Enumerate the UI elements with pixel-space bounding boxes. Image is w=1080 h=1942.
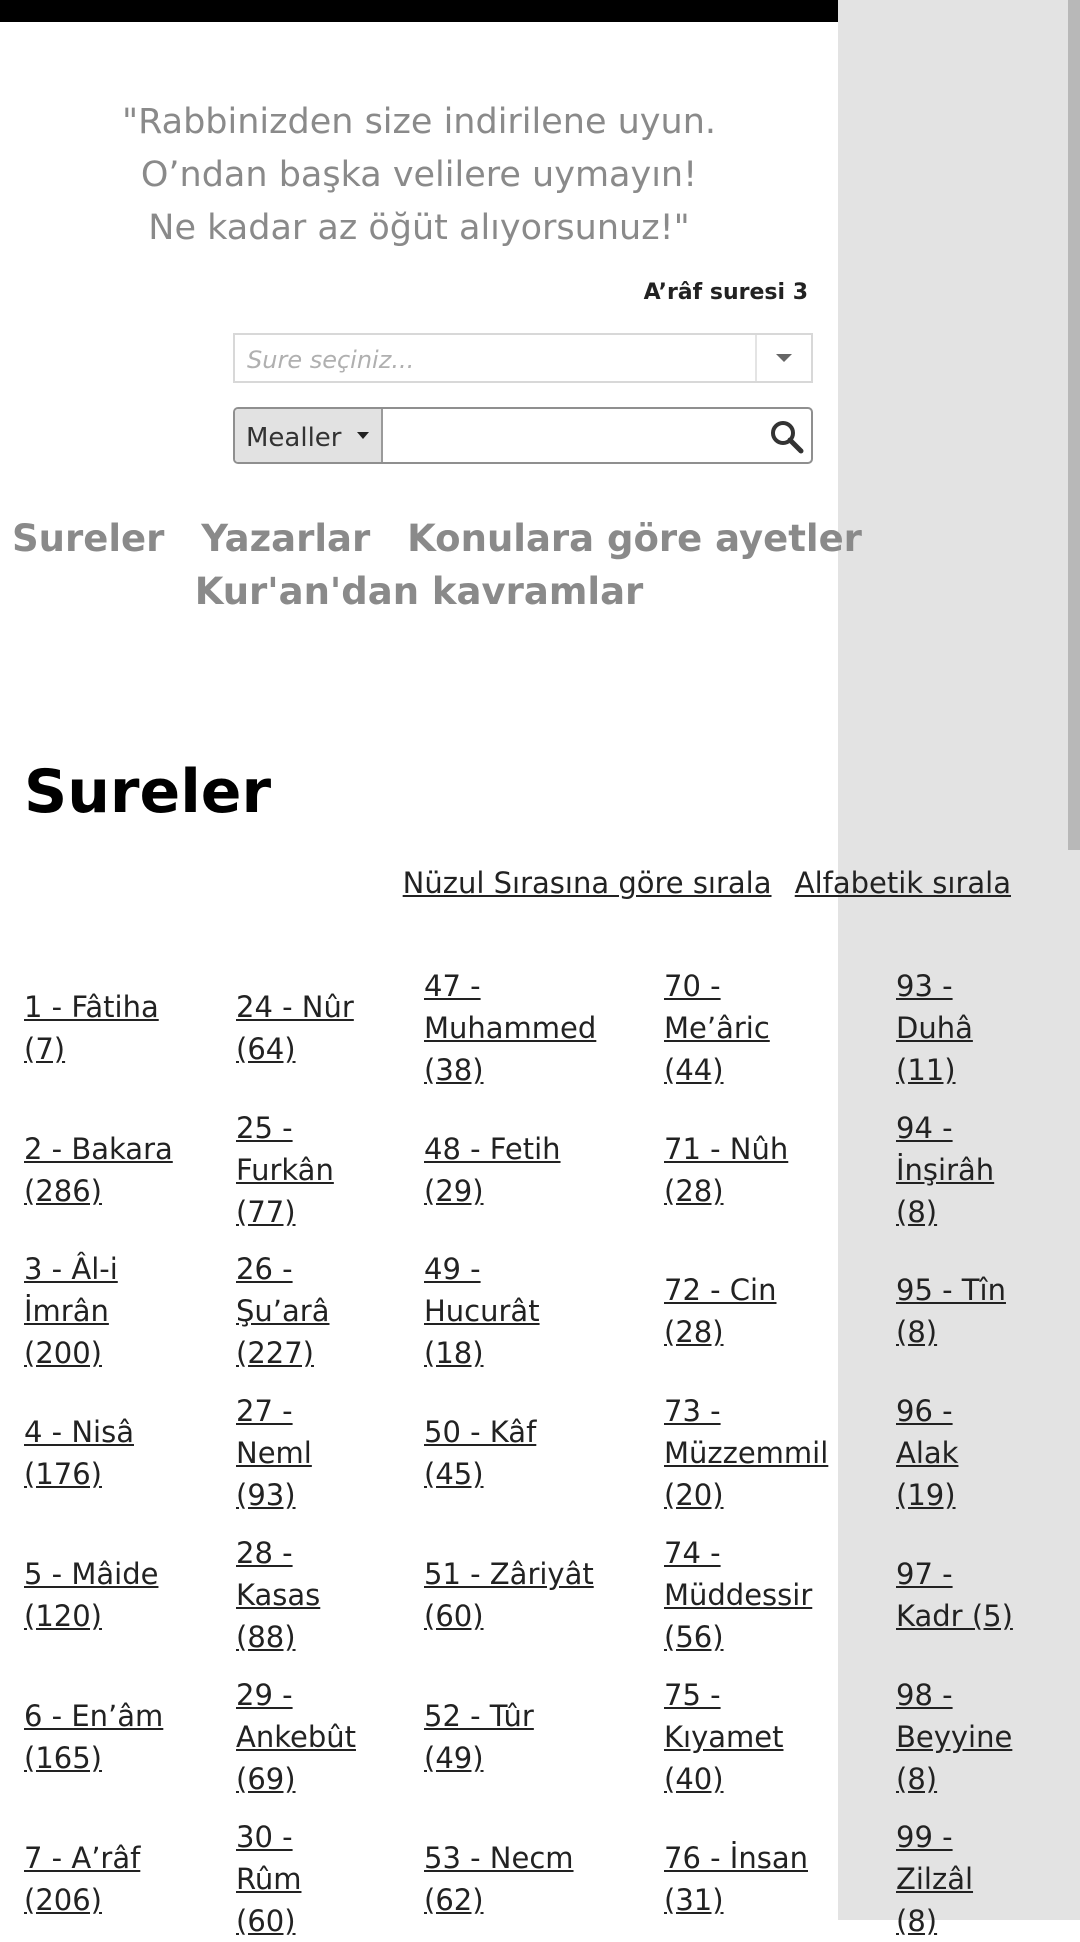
sure-link-text: 97 - bbox=[896, 1557, 953, 1591]
sure-select[interactable] bbox=[233, 333, 813, 383]
sure-link-text: Furkân bbox=[236, 1153, 334, 1187]
sure-link-text: (11) bbox=[896, 1053, 956, 1087]
sure-link[interactable] bbox=[236, 990, 354, 1066]
sure-link-cell bbox=[664, 1128, 884, 1212]
sure-link-text: Hucurât bbox=[424, 1294, 540, 1328]
sure-link-text: (28) bbox=[664, 1315, 724, 1349]
sure-link-cell bbox=[236, 1390, 416, 1516]
sure-link-text: (64) bbox=[236, 1032, 296, 1066]
sure-link-cell bbox=[424, 1695, 654, 1779]
sure-link[interactable] bbox=[896, 1557, 1013, 1633]
caret-down-icon bbox=[357, 432, 369, 439]
search-type-label: Mealler bbox=[246, 423, 342, 453]
sort-links bbox=[389, 866, 1011, 900]
sure-link[interactable] bbox=[424, 1557, 594, 1633]
sure-link[interactable] bbox=[24, 1557, 158, 1633]
sure-link-text: 26 - bbox=[236, 1252, 293, 1286]
nav-kavramlar[interactable]: Kur'an'dan kavramlar bbox=[194, 570, 644, 613]
sure-link-text: (18) bbox=[424, 1336, 484, 1370]
sure-link-cell bbox=[896, 1107, 1076, 1233]
sure-link-cell bbox=[24, 1248, 224, 1374]
sure-link-text: (206) bbox=[24, 1883, 102, 1917]
sure-link-cell bbox=[896, 1816, 1076, 1942]
sure-link-text: (8) bbox=[896, 1762, 938, 1796]
sure-link-text: 51 - Zâriyât bbox=[424, 1557, 594, 1591]
sure-link-text: 52 - Tûr bbox=[424, 1699, 534, 1733]
sure-link-text: 30 - bbox=[236, 1820, 293, 1854]
sure-link-cell bbox=[236, 1532, 416, 1658]
sure-link-text: (29) bbox=[424, 1174, 484, 1208]
verse-quote bbox=[0, 96, 838, 255]
sure-link-text: 29 - bbox=[236, 1678, 293, 1712]
sure-link[interactable] bbox=[424, 1132, 561, 1208]
sure-link[interactable] bbox=[664, 1678, 783, 1796]
sure-link-text: 93 - bbox=[896, 969, 953, 1003]
sure-link-text: 47 - bbox=[424, 969, 481, 1003]
sure-link-text: Kıyamet bbox=[664, 1720, 784, 1754]
sure-link-text: Müddessir bbox=[664, 1578, 813, 1612]
sure-link-text: 74 - bbox=[664, 1536, 721, 1570]
sure-link-text: Kasas bbox=[236, 1578, 321, 1612]
sure-select-placeholder: Sure seçiniz... bbox=[247, 346, 415, 374]
sure-link-text: (31) bbox=[664, 1883, 724, 1917]
sure-link[interactable] bbox=[896, 1394, 958, 1512]
sure-link[interactable] bbox=[24, 1699, 163, 1775]
sure-link-text: 73 - bbox=[664, 1394, 721, 1428]
sure-link-cell bbox=[424, 1553, 654, 1637]
sure-link-cell bbox=[424, 1248, 654, 1374]
sure-link[interactable] bbox=[424, 1699, 534, 1775]
sure-link-text: 96 - bbox=[896, 1394, 953, 1428]
sure-link[interactable] bbox=[236, 1820, 301, 1938]
nav-yazarlar[interactable]: Yazarlar bbox=[201, 517, 371, 560]
sure-link-cell bbox=[24, 986, 224, 1070]
sure-link-cell bbox=[896, 1674, 1076, 1800]
sure-link[interactable] bbox=[236, 1111, 334, 1229]
sure-link-text: 6 - En’âm bbox=[24, 1699, 164, 1733]
chevron-down-icon bbox=[776, 354, 792, 362]
scrollbar-thumb[interactable] bbox=[1068, 0, 1080, 850]
sort-alfabetik-link[interactable]: Alfabetik sırala bbox=[794, 866, 1011, 900]
sure-link-text: 49 - bbox=[424, 1252, 481, 1286]
sure-link-cell bbox=[236, 1816, 416, 1942]
sure-link-cell bbox=[424, 1411, 654, 1495]
sure-link-text: 48 - Fetih bbox=[424, 1132, 561, 1166]
sure-link-text: 50 - Kâf bbox=[424, 1415, 537, 1449]
sure-link-cell bbox=[24, 1128, 224, 1212]
sure-link-text: 53 - Necm bbox=[424, 1841, 574, 1875]
sure-link-text: (49) bbox=[424, 1741, 484, 1775]
main-nav bbox=[0, 512, 862, 618]
sure-link-cell bbox=[424, 1837, 654, 1921]
sure-link-text: 94 - bbox=[896, 1111, 953, 1145]
sure-link-text: Duhâ bbox=[896, 1011, 973, 1045]
sure-link-cell bbox=[664, 1837, 884, 1921]
sure-link[interactable] bbox=[424, 1252, 540, 1370]
sure-link-text: (8) bbox=[896, 1195, 938, 1229]
search-bar bbox=[233, 407, 813, 464]
sure-link-text: (165) bbox=[24, 1741, 102, 1775]
sure-link-cell bbox=[896, 1553, 1076, 1637]
sure-link-text: (7) bbox=[24, 1032, 66, 1066]
sure-link-text: Muhammed bbox=[424, 1011, 597, 1045]
quote-line: Ne kadar az öğüt alıyorsunuz!" bbox=[148, 208, 690, 248]
sure-link-text: 95 - Tîn bbox=[896, 1273, 1006, 1307]
sure-link-text: 4 - Nisâ bbox=[24, 1415, 134, 1449]
sure-link[interactable] bbox=[24, 1132, 173, 1208]
sure-link-text: 27 - bbox=[236, 1394, 293, 1428]
sure-link[interactable] bbox=[24, 990, 159, 1066]
sure-link-text: (45) bbox=[424, 1457, 484, 1491]
sure-link-text: İmrân bbox=[24, 1294, 109, 1328]
sure-link-cell bbox=[24, 1837, 224, 1921]
sure-link-text: Me’âric bbox=[664, 1011, 770, 1045]
sure-link-cell bbox=[664, 1532, 884, 1658]
sure-link[interactable] bbox=[664, 1394, 828, 1512]
sure-link-text: (38) bbox=[424, 1053, 484, 1087]
sure-link-text: (62) bbox=[424, 1883, 484, 1917]
sure-link-cell bbox=[424, 965, 654, 1091]
sure-link[interactable] bbox=[424, 1415, 536, 1491]
sure-link-text: 28 - bbox=[236, 1536, 293, 1570]
quote-source: A’râf suresi 3 bbox=[643, 280, 808, 305]
sure-link-text: 70 - bbox=[664, 969, 721, 1003]
sure-link-text: 7 - A’râf bbox=[24, 1841, 141, 1875]
sure-link[interactable] bbox=[664, 969, 770, 1087]
sure-link-text: 75 - bbox=[664, 1678, 721, 1712]
sure-link-text: Şu’arâ bbox=[236, 1294, 330, 1328]
sure-link[interactable] bbox=[664, 1536, 812, 1654]
sure-link-text: (69) bbox=[236, 1762, 296, 1796]
sure-link-cell bbox=[664, 1390, 884, 1516]
sure-link-text: 99 - bbox=[896, 1820, 953, 1854]
sure-link-text: (77) bbox=[236, 1195, 296, 1229]
sure-link-cell bbox=[896, 1390, 1076, 1516]
sure-link-text: (28) bbox=[664, 1174, 724, 1208]
search-input[interactable] bbox=[385, 409, 755, 462]
sure-link-cell bbox=[896, 1269, 1076, 1353]
quote-line: "Rabbinizden size indirilene uyun. bbox=[121, 102, 717, 142]
sure-link-text: (93) bbox=[236, 1478, 296, 1512]
sure-link[interactable] bbox=[896, 969, 973, 1087]
quote-line: O’ndan başka velilere uymayın! bbox=[140, 155, 698, 195]
nav-konular[interactable]: Konulara göre ayetler bbox=[407, 517, 862, 560]
sure-link[interactable] bbox=[424, 969, 596, 1087]
sure-link[interactable] bbox=[236, 1536, 320, 1654]
sure-link-text: (176) bbox=[24, 1457, 102, 1491]
sure-link-text: Ankebût bbox=[236, 1720, 356, 1754]
sure-link-text: (60) bbox=[236, 1904, 296, 1938]
sure-link-cell bbox=[664, 1674, 884, 1800]
sure-link-text: (40) bbox=[664, 1762, 724, 1796]
sure-link-cell bbox=[424, 1128, 654, 1212]
sure-link-text: (120) bbox=[24, 1599, 102, 1633]
search-icon[interactable] bbox=[769, 419, 805, 455]
sure-link-text: 71 - Nûh bbox=[664, 1132, 789, 1166]
sure-link[interactable] bbox=[424, 1841, 574, 1917]
sort-nuzul-link[interactable]: Nüzul Sırasına göre sırala bbox=[402, 866, 772, 900]
sure-link-cell bbox=[24, 1695, 224, 1779]
sure-link[interactable] bbox=[236, 1394, 312, 1512]
sure-select-toggle[interactable] bbox=[755, 335, 811, 381]
nav-sureler[interactable]: Sureler bbox=[12, 517, 165, 560]
sure-link-text: Müzzemmil bbox=[664, 1436, 829, 1470]
sure-link-text: 24 - Nûr bbox=[236, 990, 354, 1024]
sure-link-text: 72 - Cin bbox=[664, 1273, 777, 1307]
sure-link-text: (227) bbox=[236, 1336, 314, 1370]
sure-link-text: (19) bbox=[896, 1478, 956, 1512]
sure-link[interactable] bbox=[24, 1415, 134, 1491]
sure-link[interactable] bbox=[896, 1820, 973, 1938]
sure-link-cell bbox=[896, 965, 1076, 1091]
sure-link-text: 76 - İnsan bbox=[664, 1841, 808, 1875]
sure-link-text: Kadr (5) bbox=[896, 1599, 1013, 1633]
sure-link-text: (20) bbox=[664, 1478, 724, 1512]
sure-link[interactable] bbox=[24, 1841, 140, 1917]
sure-link[interactable] bbox=[236, 1678, 356, 1796]
sure-link-cell bbox=[236, 1107, 416, 1233]
sure-link-cell bbox=[236, 1248, 416, 1374]
sure-link-text: (60) bbox=[424, 1599, 484, 1633]
sure-link-text: (56) bbox=[664, 1620, 724, 1654]
sure-link[interactable] bbox=[236, 1252, 329, 1370]
sure-link[interactable] bbox=[896, 1678, 1012, 1796]
sure-link-text: 25 - bbox=[236, 1111, 293, 1145]
sure-link-cell bbox=[236, 986, 416, 1070]
sure-link-text: 1 - Fâtiha bbox=[24, 990, 159, 1024]
sure-link-text: 2 - Bakara bbox=[24, 1132, 173, 1166]
sure-link-text: (88) bbox=[236, 1620, 296, 1654]
sure-link-text: Neml bbox=[236, 1436, 312, 1470]
sure-link-text: İnşirâh bbox=[896, 1153, 995, 1187]
sure-link-text: (8) bbox=[896, 1315, 938, 1349]
sure-link-text: 3 - Âl-i bbox=[24, 1252, 118, 1286]
sure-link-text: (286) bbox=[24, 1174, 102, 1208]
sure-link-text: (200) bbox=[24, 1336, 102, 1370]
search-type-dropdown[interactable] bbox=[235, 409, 383, 462]
sure-link-text: Rûm bbox=[236, 1862, 302, 1896]
sure-link[interactable] bbox=[896, 1111, 994, 1229]
sure-link[interactable] bbox=[24, 1252, 118, 1370]
sure-link-text: Beyyine bbox=[896, 1720, 1013, 1754]
sure-link[interactable] bbox=[896, 1273, 1006, 1349]
sure-link-cell bbox=[664, 965, 884, 1091]
sure-link-text: Zilzâl bbox=[896, 1862, 974, 1896]
sure-link[interactable] bbox=[664, 1841, 808, 1917]
sure-link-cell bbox=[24, 1553, 224, 1637]
sure-link-text: 5 - Mâide bbox=[24, 1557, 159, 1591]
sure-link-cell bbox=[236, 1674, 416, 1800]
sure-link-text: (8) bbox=[896, 1904, 938, 1938]
sure-link[interactable] bbox=[664, 1132, 788, 1208]
sure-link-text: Alak bbox=[896, 1436, 959, 1470]
sure-link-text: (44) bbox=[664, 1053, 724, 1087]
sure-link-cell bbox=[24, 1411, 224, 1495]
section-title: Sureler bbox=[24, 757, 272, 827]
sure-link-text: 98 - bbox=[896, 1678, 953, 1712]
sure-link[interactable] bbox=[664, 1273, 777, 1349]
top-bar bbox=[0, 0, 838, 22]
sure-link-cell bbox=[664, 1269, 884, 1353]
